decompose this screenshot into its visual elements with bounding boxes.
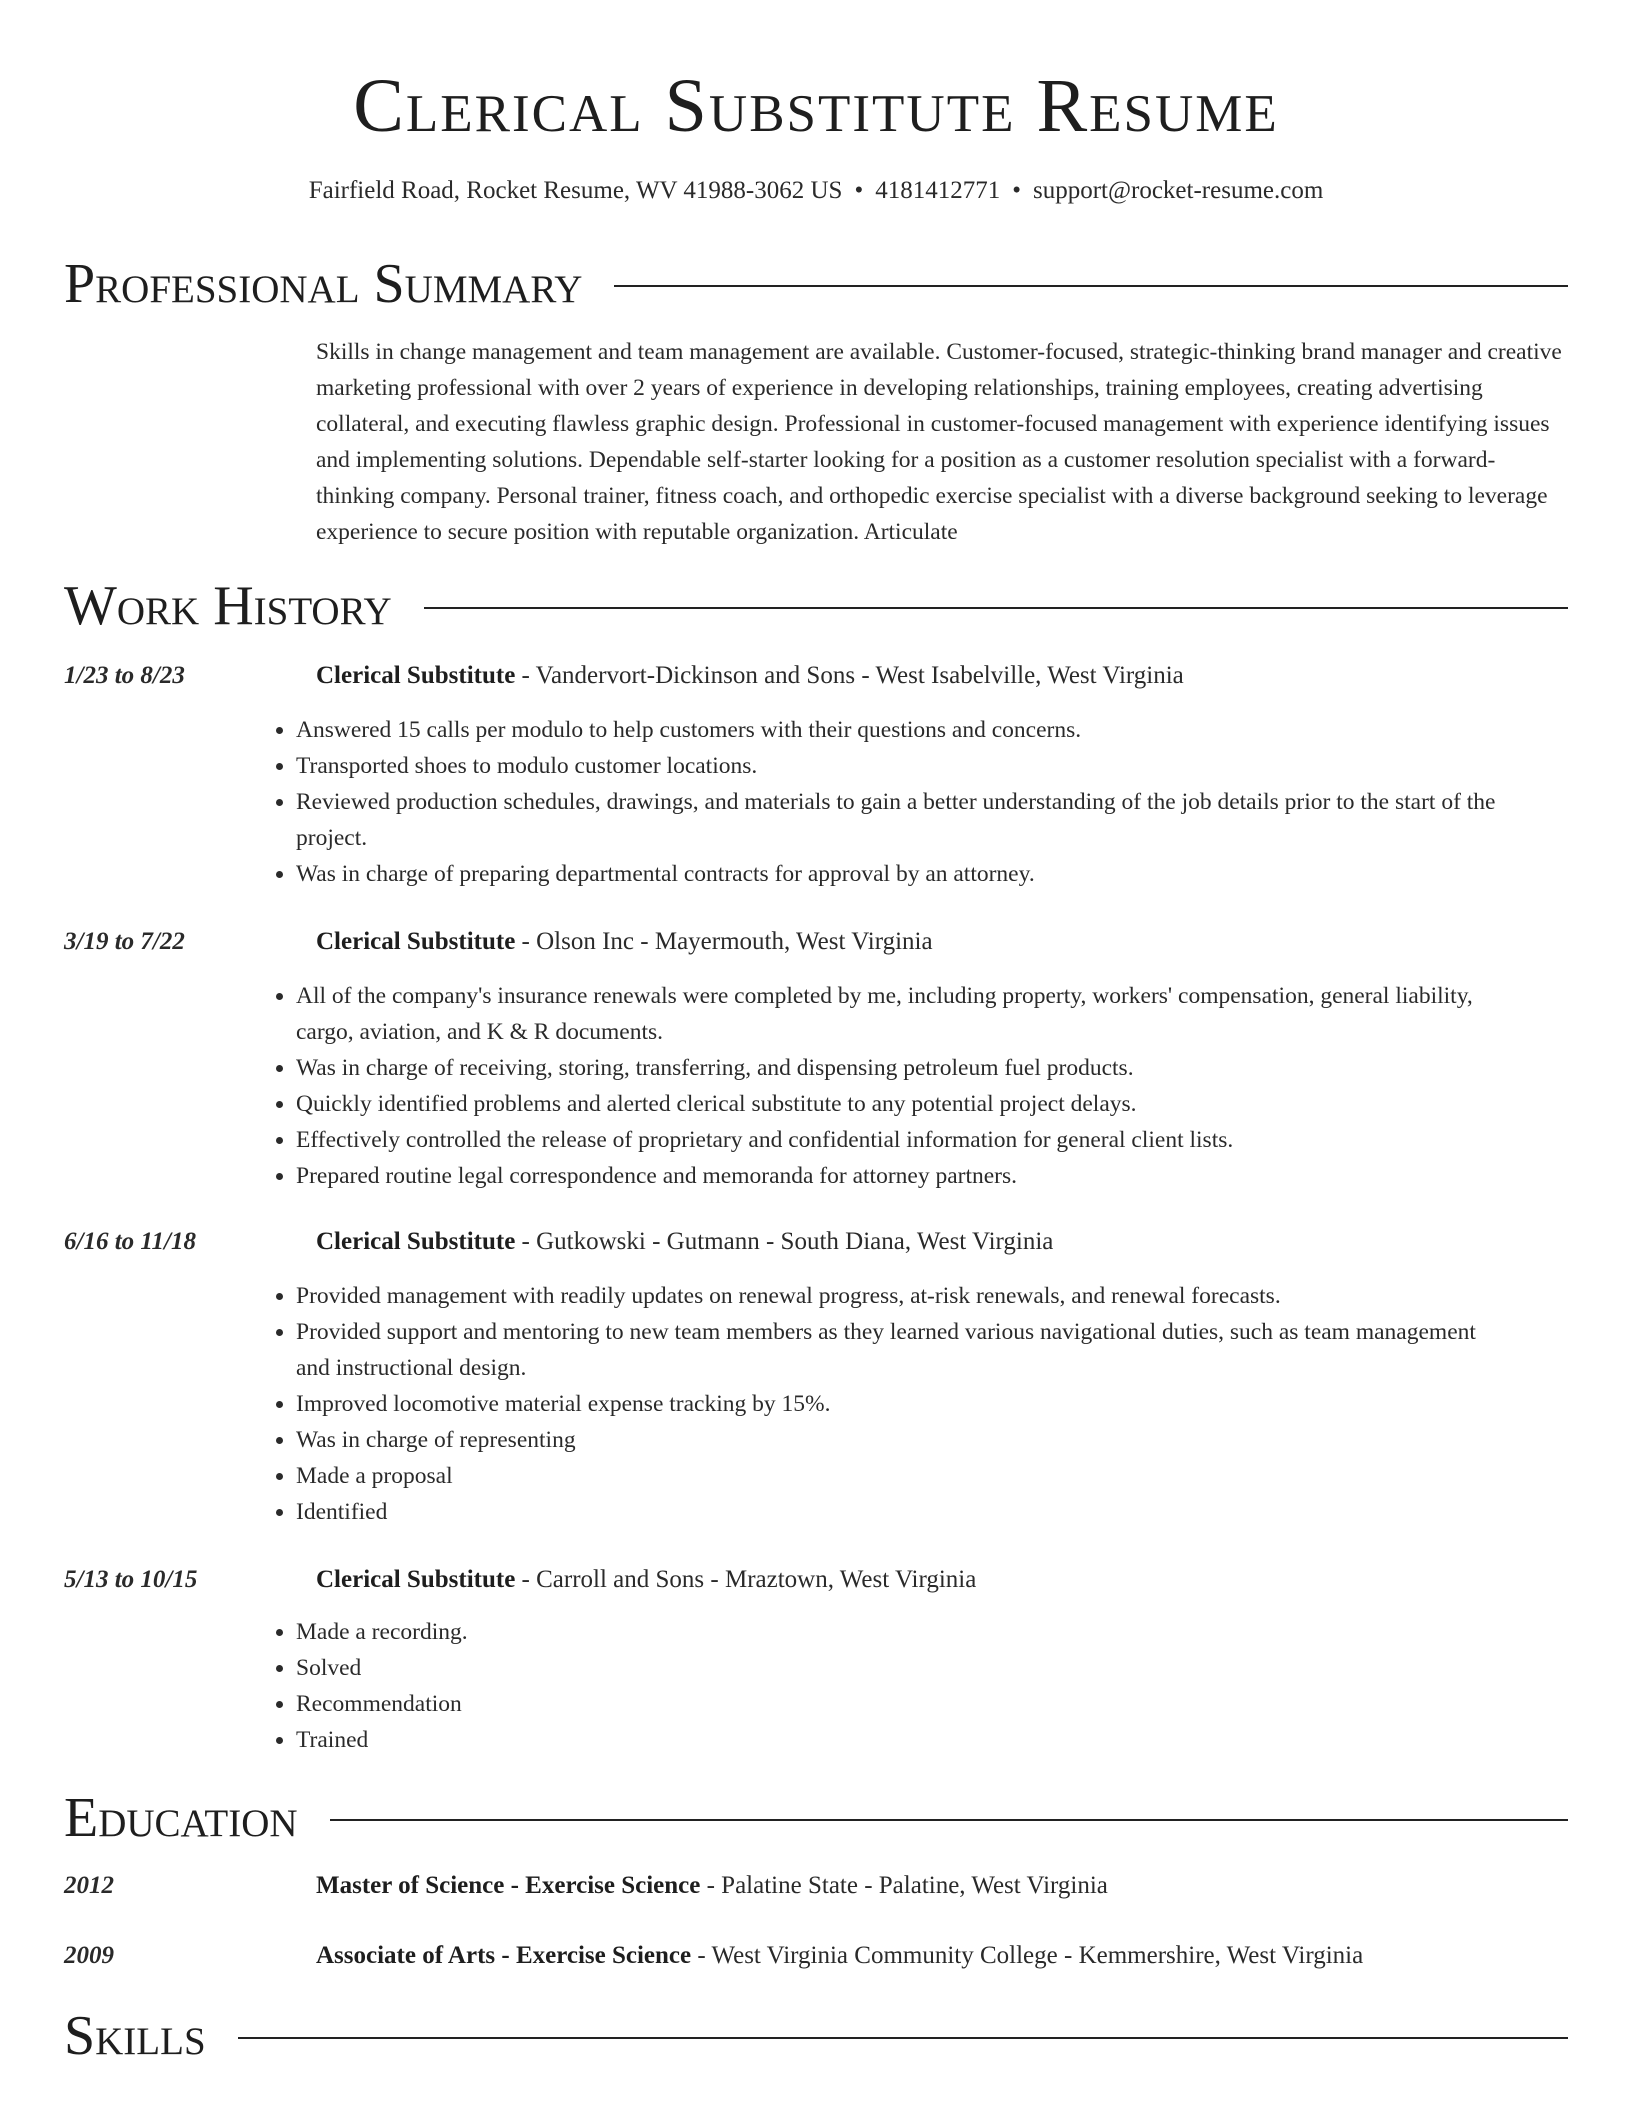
education-school-location: - Palatine State - Palatine, West Virginia: [700, 1872, 1108, 1899]
job-employer-location: - Gutkowski - Gutmann - South Diana, West Virginia: [515, 1228, 1054, 1255]
job-bullet: • Transported shoes to modulo customer locations.: [296, 748, 1506, 784]
section-header-summary: [64, 252, 1568, 316]
job-bullet: • Made a recording.: [296, 1614, 1506, 1650]
job-heading: [316, 1562, 976, 1598]
job-bullet: • Effectively controlled the release of proprietary and confidential information for general client lists.: [296, 1122, 1506, 1158]
education-year: 2012: [64, 1872, 114, 1899]
job-bullet: • Trained: [296, 1722, 1506, 1758]
education-heading: [316, 1868, 1108, 1904]
section-header-education: [64, 1786, 1568, 1850]
job-bullet: • Quickly identified problems and alerted clerical substitute to any potential project delays.: [296, 1086, 1506, 1122]
job-bullets: [252, 712, 1506, 892]
job-bullet: • Made a proposal: [296, 1458, 1506, 1494]
section-divider: [330, 1819, 1568, 1821]
education-heading: [316, 1938, 1363, 1974]
section-title: Work History: [64, 575, 392, 637]
job-title: Clerical Substitute: [316, 662, 516, 689]
job-bullet: • Prepared routine legal correspondence and memoranda for attorney partners.: [296, 1158, 1506, 1194]
contact-separator: •: [1012, 177, 1021, 204]
contact-phone: 4181412771: [875, 177, 1001, 204]
job-dates: 3/19 to 7/22: [64, 928, 185, 955]
job-bullet: • Was in charge of preparing departmental contracts for approval by an attorney.: [296, 856, 1506, 892]
contact-email[interactable]: support@rocket-resume.com: [1032, 177, 1324, 204]
job-employer-location: - Carroll and Sons - Mraztown, West Virginia: [515, 1566, 977, 1593]
education-degree: Master of Science - Exercise Science: [316, 1872, 701, 1899]
job-bullet: • Solved: [296, 1650, 1506, 1686]
education-degree: Associate of Arts - Exercise Science: [316, 1942, 692, 1969]
job-employer-location: - Vandervort-Dickinson and Sons - West Isabelville, West Virginia: [515, 662, 1184, 689]
job-bullet: • Was in charge of receiving, storing, transferring, and dispensing petroleum fuel products.: [296, 1050, 1506, 1086]
contact-separator: •: [854, 177, 864, 204]
section-divider: [614, 285, 1568, 287]
job-title: Clerical Substitute: [316, 928, 516, 955]
job-employer-location: - Olson Inc - Mayermouth, West Virginia: [515, 928, 933, 955]
job-title: Clerical Substitute: [316, 1228, 516, 1255]
job-bullet: • Answered 15 calls per modulo to help customers with their questions and concerns.: [296, 712, 1506, 748]
section-title: Education: [64, 1787, 298, 1849]
job-bullet: • Identified: [296, 1494, 1506, 1530]
job-bullet: • Was in charge of representing: [296, 1422, 1506, 1458]
section-divider: [424, 607, 1568, 609]
job-bullet: • Improved locomotive material expense tracking by 15%.: [296, 1386, 1506, 1422]
resume-title: Clerical Substitute Resume: [353, 64, 1279, 148]
job-bullets: [252, 978, 1506, 1194]
job-title: Clerical Substitute: [316, 1566, 516, 1593]
job-dates: 1/23 to 8/23: [64, 662, 185, 689]
job-dates: 6/16 to 11/18: [64, 1228, 196, 1255]
job-bullets: [252, 1278, 1506, 1530]
contact-line: [0, 174, 1632, 208]
section-header-work-history: [64, 574, 1568, 638]
education-year: 2009: [64, 1942, 114, 1969]
job-bullet: • All of the company's insurance renewals were completed by me, including property, workers' compensation, general liability, cargo, aviation, and K & R documents.: [296, 978, 1506, 1050]
education-school-location: - West Virginia Community College - Kemmershire, West Virginia: [691, 1942, 1364, 1969]
summary-text: Skills in change management and team management are available. Customer-focused, strategic-thinking brand manager and creative marketing professional with over 2 years of experience in developing relationships, training employees, creating advertising collateral, and executing flawless graphic design. Professional in customer-focused management with experience identifying issues and implementing solutions. Dependable self-starter looking for a position as a customer resolution specialist with a forward-thinking company. Personal trainer, fitness coach, and orthopedic exercise specialist with a diverse background seeking to leverage experience to secure position with reputable organization. Articulate: [316, 339, 1562, 545]
job-bullet: • Provided support and mentoring to new team members as they learned various navigational duties, such as team management and instructional design.: [296, 1314, 1506, 1386]
job-heading: [316, 924, 933, 960]
job-bullet: • Recommendation: [296, 1686, 1506, 1722]
job-dates: 5/13 to 10/15: [64, 1566, 198, 1593]
section-title: Skills: [64, 2005, 206, 2067]
job-heading: [316, 1224, 1053, 1260]
job-bullet: • Reviewed production schedules, drawings, and materials to gain a better understanding of the job details prior to the start of the project.: [296, 784, 1506, 856]
job-bullet: • Provided management with readily updates on renewal progress, at-risk renewals, and renewal forecasts.: [296, 1278, 1506, 1314]
section-title: Professional Summary: [64, 253, 583, 315]
job-heading: [316, 658, 1184, 694]
contact-address: Fairfield Road, Rocket Resume, WV 41988-3062 US: [308, 177, 843, 204]
section-divider: [238, 2037, 1568, 2039]
job-bullets: [252, 1614, 1506, 1758]
section-header-skills: [64, 2004, 1568, 2068]
